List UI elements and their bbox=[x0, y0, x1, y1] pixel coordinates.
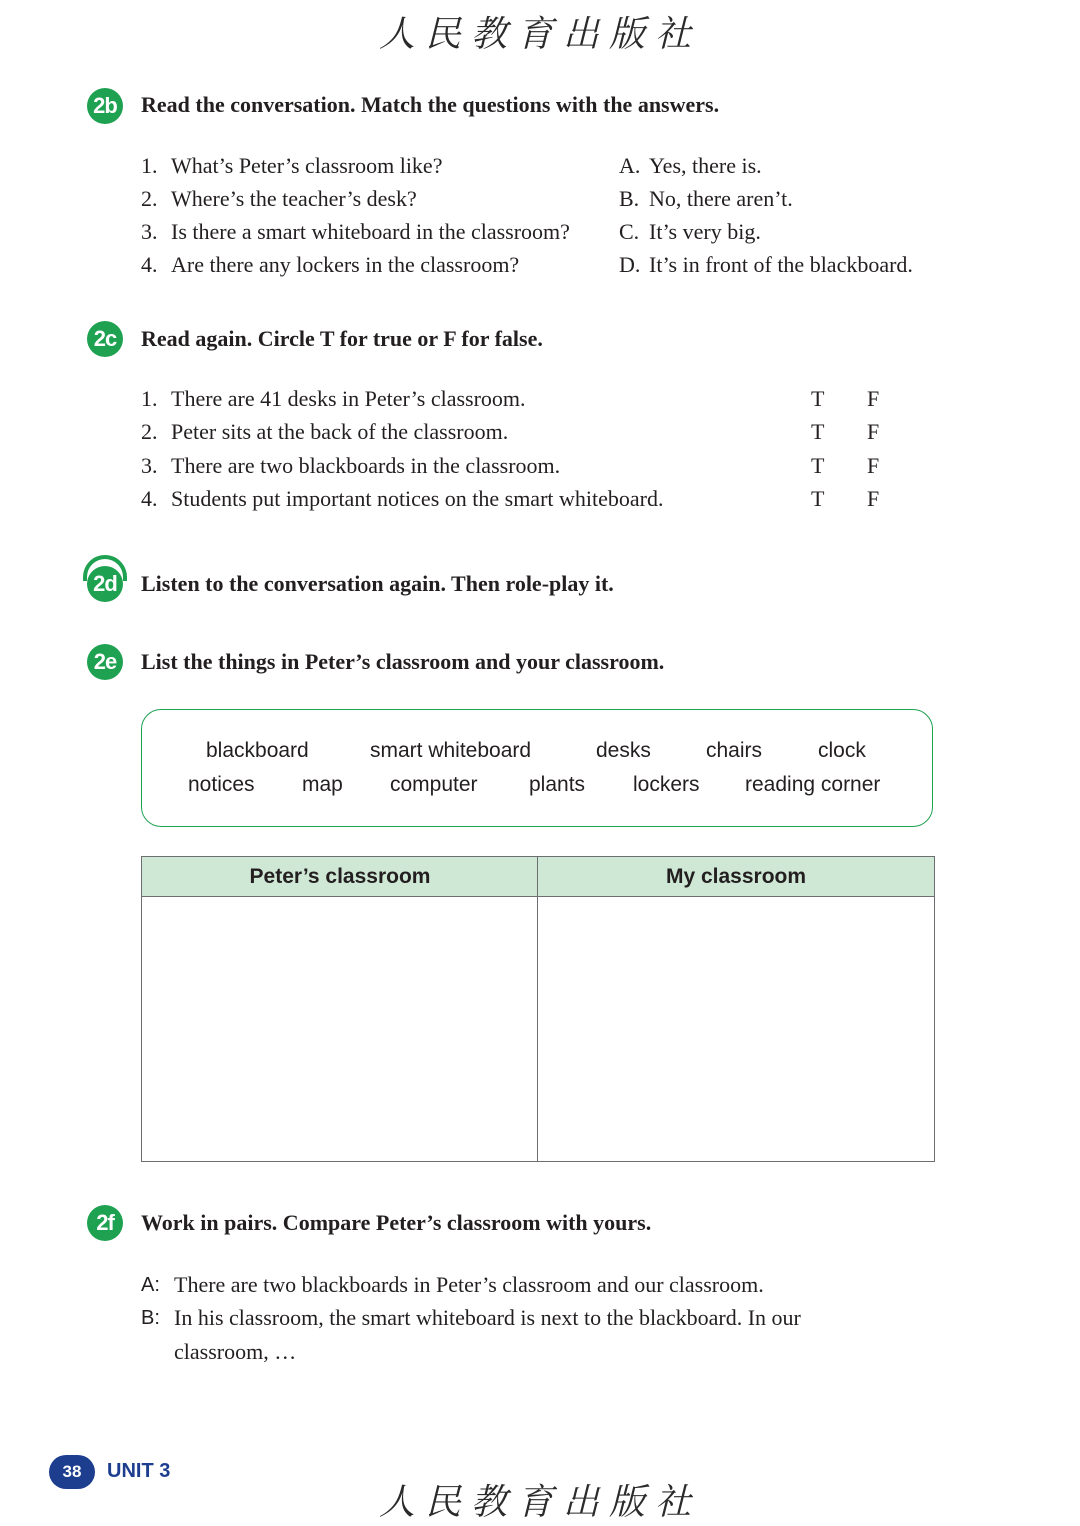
question-number: 3. bbox=[141, 219, 158, 244]
answer-a bbox=[619, 153, 762, 179]
question-text: Are there any lockers in the classroom? bbox=[171, 252, 520, 277]
section-2b-heading: Read the conversation. Match the questions with the answers. bbox=[141, 92, 720, 117]
dialogue-line-b-continued: classroom, … bbox=[174, 1339, 297, 1364]
publisher-logo-bottom: 人民教育出版社 bbox=[378, 1482, 701, 1523]
word-blackboard: blackboard bbox=[206, 739, 309, 762]
table-header-my-classroom: My classroom bbox=[538, 857, 934, 897]
statement-number: 2. bbox=[141, 419, 158, 444]
section-badge-2c: 2c bbox=[87, 321, 123, 357]
publisher-logo-top: 人民教育出版社 bbox=[378, 14, 701, 55]
question-number: 4. bbox=[141, 252, 158, 277]
section-badge-2e: 2e bbox=[87, 644, 123, 680]
statement-number: 1. bbox=[141, 386, 158, 411]
word-clock: clock bbox=[818, 739, 866, 762]
false-option[interactable]: F bbox=[867, 453, 880, 478]
word-computer: computer bbox=[390, 773, 478, 796]
speaker-a: A: bbox=[141, 1274, 160, 1296]
statement-text: There are two blackboards in the classroom. bbox=[171, 453, 561, 478]
question-text: Is there a smart whiteboard in the classroom? bbox=[171, 219, 570, 244]
question-1 bbox=[141, 153, 442, 179]
section-2c-heading: Read again. Circle T for true or F for false. bbox=[141, 326, 543, 351]
word-bank bbox=[141, 709, 933, 827]
section-badge-2f: 2f bbox=[87, 1205, 123, 1241]
statement-text: Peter sits at the back of the classroom. bbox=[171, 419, 509, 444]
statement-1 bbox=[141, 386, 526, 412]
true-option[interactable]: T bbox=[811, 386, 825, 411]
section-2e-heading: List the things in Peter’s classroom and your classroom. bbox=[141, 649, 665, 674]
word-smart-whiteboard: smart whiteboard bbox=[370, 739, 532, 762]
word-desks: desks bbox=[596, 739, 651, 762]
question-4 bbox=[141, 252, 519, 278]
statement-number: 3. bbox=[141, 453, 158, 478]
statement-2 bbox=[141, 419, 508, 445]
question-2 bbox=[141, 186, 417, 212]
true-option[interactable]: T bbox=[811, 453, 825, 478]
word-map: map bbox=[302, 773, 343, 796]
unit-label: UNIT 3 bbox=[107, 1460, 171, 1482]
answer-c bbox=[619, 219, 761, 245]
false-option[interactable]: F bbox=[867, 486, 880, 511]
dialogue-line-b: In his classroom, the smart whiteboard is next to the blackboard. In our bbox=[174, 1305, 801, 1330]
answer-letter: C. bbox=[619, 219, 640, 244]
statement-text: Students put important notices on the smart whiteboard. bbox=[171, 486, 664, 511]
answer-letter: B. bbox=[619, 186, 640, 211]
my-classroom-cell[interactable] bbox=[539, 897, 934, 1161]
true-option[interactable]: T bbox=[811, 419, 825, 444]
word-lockers: lockers bbox=[633, 773, 700, 796]
question-number: 1. bbox=[141, 153, 158, 178]
answer-text: Yes, there is. bbox=[649, 153, 762, 178]
section-badge-2b: 2b bbox=[87, 88, 123, 124]
speaker-b: B: bbox=[141, 1307, 160, 1329]
answer-text: It’s very big. bbox=[649, 219, 761, 244]
statement-3 bbox=[141, 453, 560, 479]
section-2f-heading: Work in pairs. Compare Peter’s classroom with yours. bbox=[141, 1210, 652, 1235]
false-option[interactable]: F bbox=[867, 419, 880, 444]
answer-d bbox=[619, 252, 913, 278]
table-header-peters-classroom: Peter’s classroom bbox=[142, 857, 538, 897]
classroom-table bbox=[141, 856, 935, 1162]
peters-classroom-cell[interactable] bbox=[142, 897, 537, 1161]
table-divider bbox=[537, 857, 538, 1161]
question-text: Where’s the teacher’s desk? bbox=[171, 186, 417, 211]
page-number: 38 bbox=[49, 1455, 95, 1489]
answer-letter: A. bbox=[619, 153, 641, 178]
section-2d-heading: Listen to the conversation again. Then role-play it. bbox=[141, 571, 614, 596]
answer-b bbox=[619, 186, 793, 212]
word-plants: plants bbox=[529, 773, 586, 796]
question-text: What’s Peter’s classroom like? bbox=[171, 153, 443, 178]
answer-text: No, there aren’t. bbox=[649, 186, 793, 211]
section-badge-2d: 2d bbox=[87, 566, 123, 602]
statement-number: 4. bbox=[141, 486, 158, 511]
true-option[interactable]: T bbox=[811, 486, 825, 511]
question-3 bbox=[141, 219, 570, 245]
word-reading-corner: reading corner bbox=[745, 773, 881, 796]
word-notices: notices bbox=[188, 773, 255, 796]
false-option[interactable]: F bbox=[867, 386, 880, 411]
statement-text: There are 41 desks in Peter’s classroom. bbox=[171, 386, 526, 411]
answer-text: It’s in front of the blackboard. bbox=[649, 252, 913, 277]
question-number: 2. bbox=[141, 186, 158, 211]
word-chairs: chairs bbox=[706, 739, 763, 762]
answer-letter: D. bbox=[619, 252, 641, 277]
statement-4 bbox=[141, 486, 663, 512]
dialogue-line-a: There are two blackboards in Peter’s classroom and our classroom. bbox=[174, 1272, 764, 1297]
